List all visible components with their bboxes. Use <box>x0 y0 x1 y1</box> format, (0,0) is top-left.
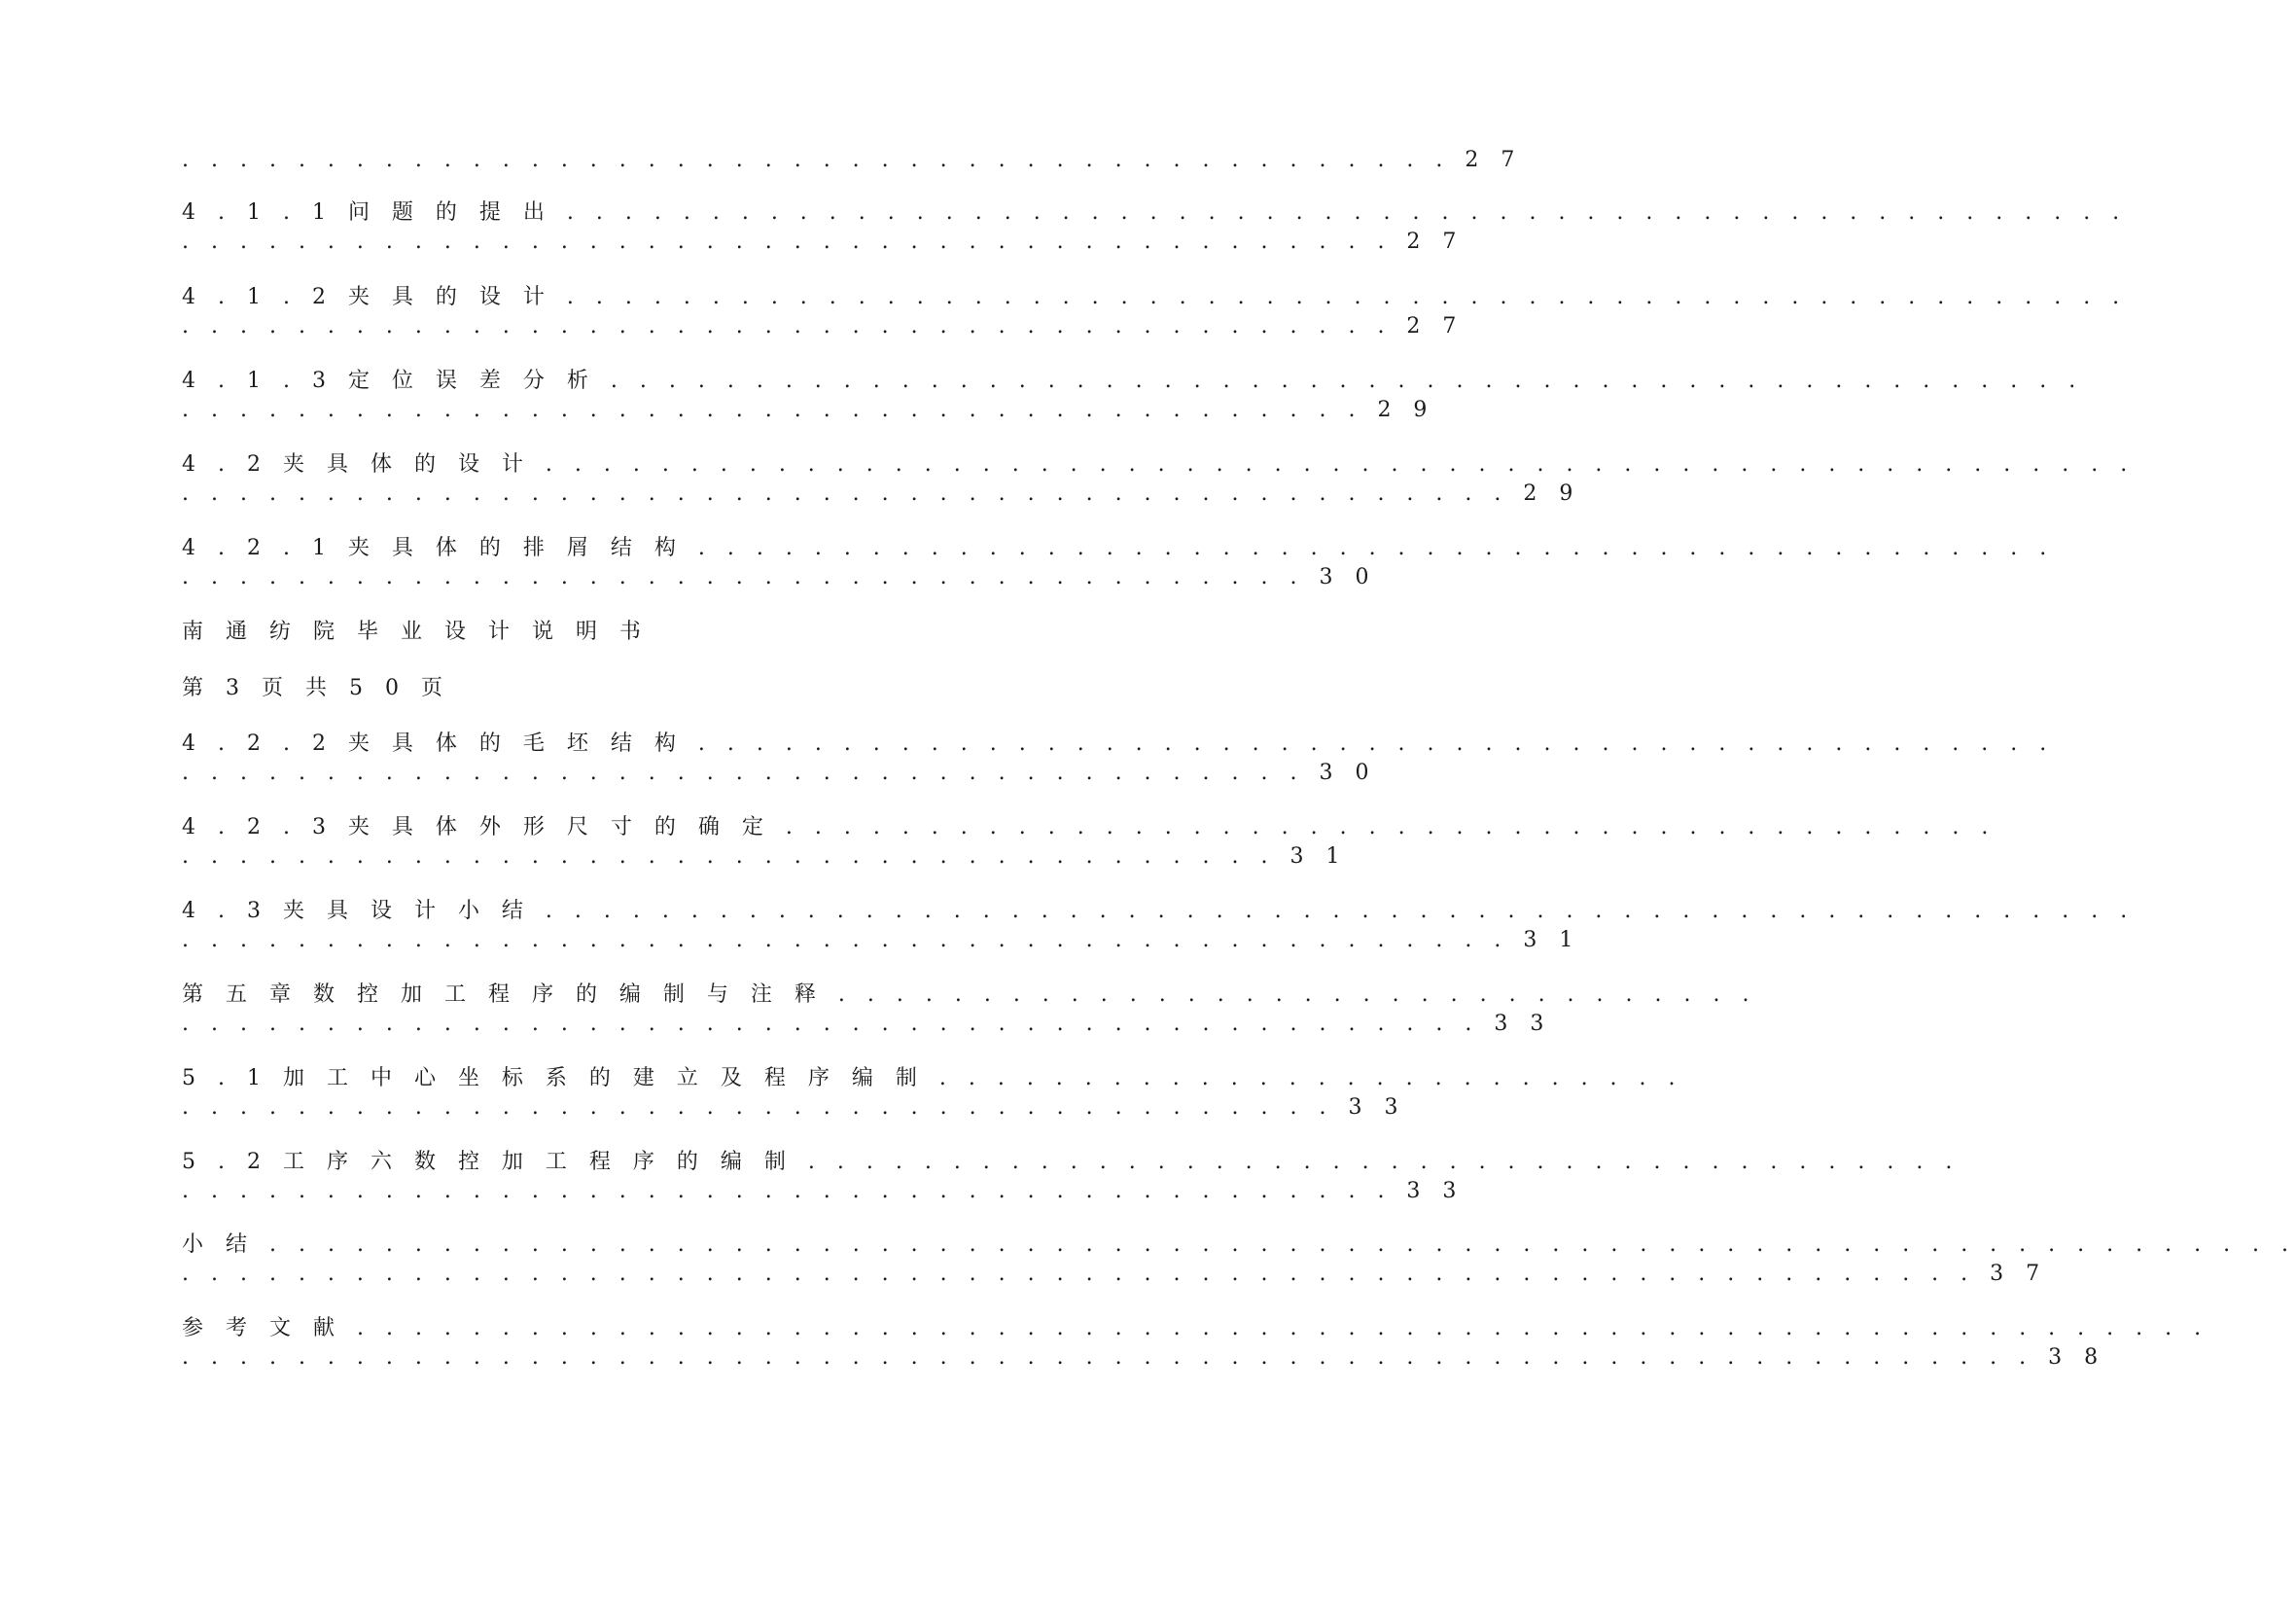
toc-entry-4-2-2: 4 . 2 . 2 夹 具 体 的 毛 坯 结 构 . . . . . . . . . . . . . . . . . . . . . . . . . . . . . . . . . . . . . . . . . . . . . . . <box>182 731 2055 756</box>
toc-entry-page-line: . . . . . . . . . . . . . . . . . . . . . . . . . . . . . . . . . . . . . . . . . . . . . . . . . . . . . . . . . . . . . . 3 7 <box>182 1262 2048 1286</box>
toc-entry-page-line: . . . . . . . . . . . . . . . . . . . . . . . . . . . . . . . . . . . . . . . . . . . . . . 2 9 <box>182 482 1581 506</box>
toc-entry-page-line: . . . . . . . . . . . . . . . . . . . . . . . . . . . . . . . . . . . . . . . 3 0 <box>182 761 1377 785</box>
toc-entry-4-1-3: 4 . 1 . 3 定 位 误 差 分 析 . . . . . . . . . . . . . . . . . . . . . . . . . . . . . . . . . . . . . . . . . . . . . . . . . . . <box>182 369 2084 393</box>
page-header-title: 南 通 纺 院 毕 业 设 计 说 明 书 <box>182 620 649 644</box>
toc-entry-page-line: . . . . . . . . . . . . . . . . . . . . . . . . . . . . . . . . . . . . . . . . . 2 9 <box>182 398 1435 422</box>
toc-entry-page-line: . . . . . . . . . . . . . . . . . . . . . . . . . . . . . . . . . . . . . . . . . . 3 3 <box>182 1179 1465 1203</box>
toc-entry-4-1-2: 4 . 1 . 2 夹 具 的 设 计 . . . . . . . . . . . . . . . . . . . . . . . . . . . . . . . . . . . . . . . . . . . . . . . . . . . . . . <box>182 285 2128 309</box>
toc-entry-4-1-1: 4 . 1 . 1 问 题 的 提 出 . . . . . . . . . . . . . . . . . . . . . . . . . . . . . . . . . . . . . . . . . . . . . . . . . . . . . . <box>182 200 2128 225</box>
toc-entry-page-line: . . . . . . . . . . . . . . . . . . . . . . . . . . . . . . . . . . . . . . . 3 0 <box>182 565 1377 589</box>
toc-entry-5-2: 5 . 2 工 序 六 数 控 加 工 程 序 的 编 制 . . . . . . . . . . . . . . . . . . . . . . . . . . . . . . . . . . . . . . . . <box>182 1150 1960 1174</box>
toc-entry-5-1: 5 . 1 加 工 中 心 坐 标 系 的 建 立 及 程 序 编 制 . . . . . . . . . . . . . . . . . . . . . . . . . . <box>182 1066 1683 1090</box>
toc-entry-summary: 小 结 . . . . . . . . . . . . . . . . . . . . . . . . . . . . . . . . . . . . . . . . . . . . . . . . . . . . . . . . . . . . . . . . . . . . . . <box>182 1232 2296 1257</box>
toc-entry-page-line: . . . . . . . . . . . . . . . . . . . . . . . . . . . . . . . . . . . . . . . . . . 2 7 <box>182 314 1465 339</box>
toc-entry-chapter-5: 第 五 章 数 控 加 工 程 序 的 编 制 与 注 释 . . . . . . . . . . . . . . . . . . . . . . . . . . . . . . . . <box>182 982 1757 1007</box>
toc-entry-4-2: 4 . 2 夹 具 体 的 设 计 . . . . . . . . . . . . . . . . . . . . . . . . . . . . . . . . . . . . . . . . . . . . . . . . . . . . . . . <box>182 452 2136 477</box>
toc-entry-page-line: . . . . . . . . . . . . . . . . . . . . . . . . . . . . . . . . . . . . . . . . . . . . . 3 3 <box>182 1012 1552 1036</box>
toc-entry-page-line: . . . . . . . . . . . . . . . . . . . . . . . . . . . . . . . . . . . . . . . . 3 3 <box>182 1095 1406 1120</box>
toc-entry-4-3: 4 . 3 夹 具 设 计 小 结 . . . . . . . . . . . . . . . . . . . . . . . . . . . . . . . . . . . . . . . . . . . . . . . . . . . . . . . <box>182 899 2136 923</box>
toc-entry-4-2-3: 4 . 2 . 3 夹 具 体 外 形 尺 寸 的 确 定 . . . . . . . . . . . . . . . . . . . . . . . . . . . . . . . . . . . . . . . . . . <box>182 815 1996 839</box>
toc-entry-page-line: . . . . . . . . . . . . . . . . . . . . . . . . . . . . . . . . . . . . . . . . . . . . . . . . . . . . . . . . . . . . . . . . 3 8 <box>182 1345 2106 1370</box>
toc-entry-4-2-1: 4 . 2 . 1 夹 具 体 的 排 屑 结 构 . . . . . . . . . . . . . . . . . . . . . . . . . . . . . . . . . . . . . . . . . . . . . . . <box>182 536 2055 560</box>
toc-entry-page-line: . . . . . . . . . . . . . . . . . . . . . . . . . . . . . . . . . . . . . . . . . . . . . . 3 1 <box>182 928 1581 952</box>
toc-entry-references: 参 考 文 献 . . . . . . . . . . . . . . . . . . . . . . . . . . . . . . . . . . . . . . . . . . . . . . . . . . . . . . . . . . . . . . . . <box>182 1316 2209 1340</box>
toc-entry-page-line: . . . . . . . . . . . . . . . . . . . . . . . . . . . . . . . . . . . . . . 3 1 <box>182 844 1348 869</box>
toc-entry-page-line: . . . . . . . . . . . . . . . . . . . . . . . . . . . . . . . . . . . . . . . . . . 2 7 <box>182 230 1465 254</box>
page-number: 第 3 页 共 5 0 页 <box>182 676 450 700</box>
toc-entry-continuation: . . . . . . . . . . . . . . . . . . . . . . . . . . . . . . . . . . . . . . . . . . . . 2 7 <box>182 148 1523 172</box>
